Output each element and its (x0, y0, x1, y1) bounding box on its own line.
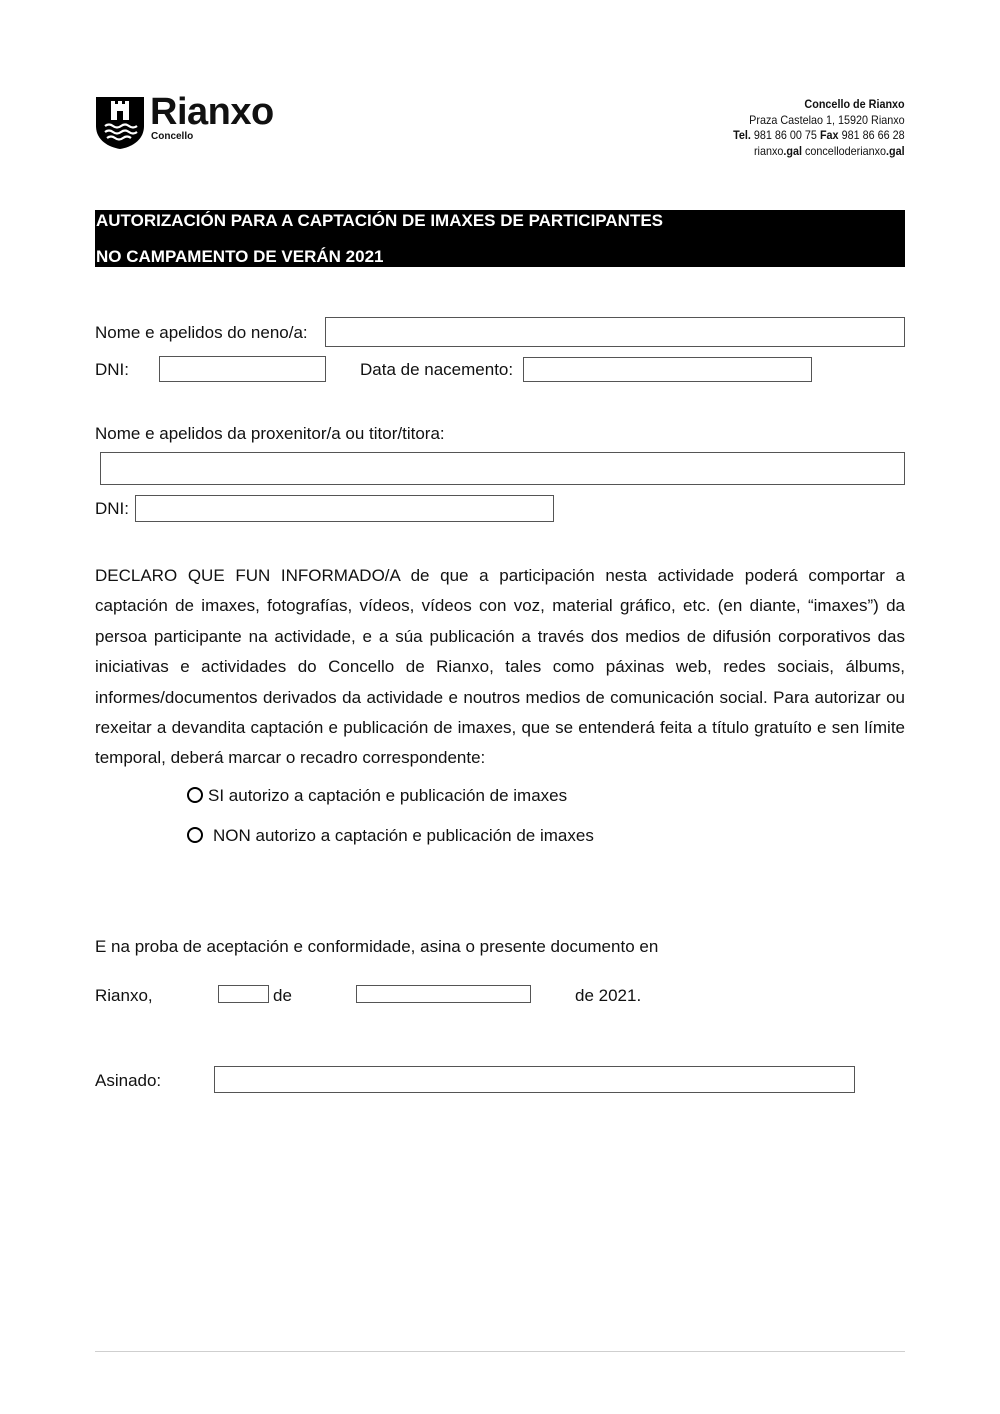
authorize-yes-label: SI autorizo a captación e publicación de imaxes (208, 786, 568, 805)
footer-divider (95, 1351, 905, 1352)
title-banner (95, 210, 905, 267)
child-name-label: Nome e apelidos do neno/a: (95, 323, 308, 342)
acceptance-text: E na proba de aceptación e conformidade, asina o presente documento en (95, 937, 659, 956)
tel-number: 981 86 00 75 (754, 128, 818, 142)
web2-tld: .gal (886, 143, 905, 158)
parent-name-field[interactable] (100, 452, 905, 485)
declaration-paragraph: DECLARO QUE FUN INFORMADO/A de que a participación nesta actividade poderá comportar a captación de imaxes, fotografías, vídeos, vídeos con voz, material gráfico, etc. (en diante, “imaxes”) da persoa participante na actividade, e a súa publicación a través dos medios de difusión corporativos das iniciativas e actividades do Concello de Rianxo, tales como páxinas web, redes sociais, álbums, informes/documentos derivados da actividade e noutros medios de comunicación social. Para autorizar ou rexeitar a devandita captación e publicación de imaxes, que se entenderá feita a título gratuíto e sen límite temporal, deberá marcar o recadro correspondente: (95, 566, 905, 768)
title-line-2: NO CAMPAMENTO DE VERÁN 2021 (96, 247, 384, 266)
web2-name: concelloderianxo (805, 143, 887, 158)
contact-phones (733, 128, 905, 144)
logo-subtitle: Concello (151, 131, 194, 142)
authorize-yes-radio[interactable] (187, 787, 203, 803)
birth-date-label: Data de nacemento: (360, 360, 514, 379)
child-name-field[interactable] (325, 317, 905, 347)
signature-field[interactable] (214, 1066, 855, 1093)
logo-wordmark: Rianxo (150, 91, 274, 133)
contact-org: Concello de Rianxo (804, 97, 905, 111)
contact-address: Praza Castelao 1, 15920 Rianxo (749, 112, 905, 127)
signed-label: Asinado: (95, 1071, 162, 1090)
web1-name: rianxo (754, 143, 784, 158)
contact-block (733, 97, 905, 159)
contact-web (733, 144, 905, 160)
tel-label: Tel. (733, 128, 752, 142)
fax-label: Fax (820, 128, 839, 142)
title-line-1: AUTORIZACIÓN PARA A CAPTACIÓN DE IMAXES DE PARTICIPANTES (96, 211, 664, 230)
parent-dni-field[interactable] (135, 495, 554, 522)
authorize-no-label: NON autorizo a captación e publicación de imaxes (213, 826, 594, 845)
year-text: de 2021. (575, 986, 642, 1005)
parent-dni-label: DNI: (95, 499, 129, 518)
authorize-no-radio[interactable] (187, 827, 203, 843)
child-dni-field[interactable] (159, 356, 326, 382)
parent-name-label: Nome e apelidos da proxenitor/a ou titor/titora: (95, 424, 445, 443)
child-dni-label: DNI: (95, 360, 129, 379)
fax-number: 981 86 66 28 (841, 128, 905, 142)
day-field[interactable] (218, 985, 269, 1003)
birth-date-field[interactable] (523, 357, 812, 382)
place-text: Rianxo, (95, 986, 153, 1005)
month-field[interactable] (356, 985, 531, 1003)
web1-tld: .gal (783, 143, 803, 158)
rianxo-shield-logo (95, 96, 145, 150)
de-text: de (273, 986, 292, 1005)
